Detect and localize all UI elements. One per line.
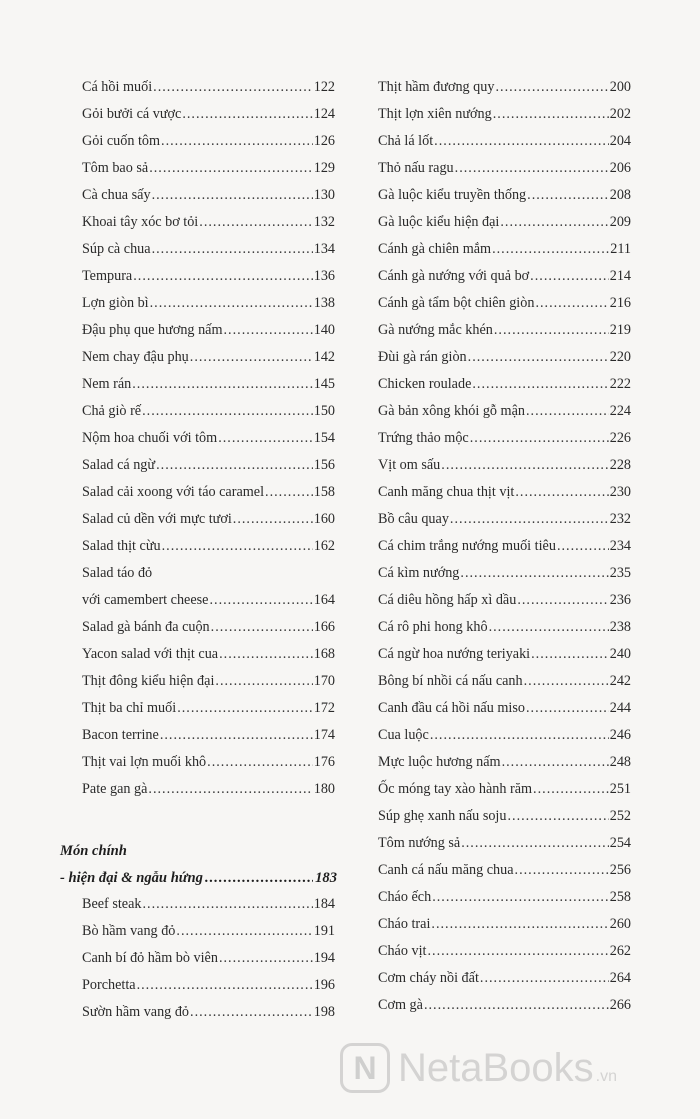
entry-title: Nem rán (82, 376, 132, 392)
toc-entry (82, 722, 335, 749)
entry-title: Gỏi cuốn tôm (82, 133, 161, 149)
leader-dots (224, 317, 313, 344)
leader-dots (142, 891, 312, 918)
leader-dots (500, 209, 608, 236)
entry-title-continued (82, 587, 335, 614)
leader-dots (495, 74, 608, 101)
toc-entry (378, 452, 631, 479)
leader-dots (137, 972, 313, 999)
entry-page-number: 138 (313, 295, 335, 311)
toc-entry (378, 938, 631, 965)
toc-entry (378, 506, 631, 533)
toc-entry (378, 263, 631, 290)
toc-entry (378, 101, 631, 128)
toc-entry (378, 668, 631, 695)
entry-page-number: 136 (313, 268, 335, 284)
brand-name: NetaBooks .vn (398, 1045, 618, 1090)
leader-dots (430, 722, 609, 749)
entry-page-number: 254 (609, 835, 631, 851)
entry-title: Ốc móng tay xào hành răm (378, 781, 533, 797)
entry-page-number: 206 (609, 160, 631, 176)
leader-dots (153, 74, 313, 101)
entry-page-number: 140 (313, 322, 335, 338)
entry-title: Cháo vịt (378, 943, 427, 959)
leader-dots (149, 155, 313, 182)
entry-page-number: 211 (610, 241, 631, 257)
toc-entry (378, 425, 631, 452)
toc-entry (82, 101, 335, 128)
leader-dots (472, 371, 608, 398)
leader-dots (177, 695, 313, 722)
entry-title: Beef steak (82, 896, 142, 912)
entry-title: Gỏi bưởi cá vược (82, 106, 182, 122)
entry-title: Chả giò rế (82, 403, 142, 419)
entry-page-number: 230 (609, 484, 631, 500)
toc-entry (378, 776, 631, 803)
leader-dots (156, 452, 313, 479)
toc-entry (378, 155, 631, 182)
entry-page-number: 164 (313, 592, 335, 608)
entry-page-number: 124 (313, 106, 335, 122)
entry-page-number: 248 (609, 754, 631, 770)
toc-left-column (82, 74, 335, 803)
entry-page-number: 142 (313, 349, 335, 365)
entry-title: Canh măng chua thịt vịt (378, 484, 515, 500)
toc-section-items (82, 891, 335, 1026)
toc-entry (378, 236, 631, 263)
entry-title: Cá kìm nướng (378, 565, 460, 581)
entry-page-number: 226 (609, 430, 631, 446)
section-subtitle-row (60, 865, 337, 892)
entry-title: Thịt hầm đương quy (378, 79, 495, 95)
entry-title: Khoai tây xóc bơ tỏi (82, 214, 199, 230)
leader-dots (461, 830, 609, 857)
leader-dots (218, 425, 313, 452)
entry-title: Tempura (82, 268, 133, 284)
entry-page-number: 158 (313, 484, 335, 500)
toc-entry (82, 749, 335, 776)
entry-title: Yacon salad với thịt cua (82, 646, 219, 662)
leader-dots (190, 344, 313, 371)
toc-entry (378, 371, 631, 398)
entry-page-number: 196 (313, 977, 335, 993)
toc-entry (378, 884, 631, 911)
toc-entry (378, 317, 631, 344)
toc-entry (82, 398, 335, 425)
leader-dots (450, 506, 609, 533)
entry-page-number: 240 (609, 646, 631, 662)
entry-title: Bông bí nhồi cá nấu canh (378, 673, 523, 689)
entry-title: Bồ câu quay (378, 511, 449, 527)
entry-title: Tôm nướng sả (378, 835, 461, 851)
entry-page-number: 232 (609, 511, 631, 527)
leader-dots (517, 587, 608, 614)
entry-title: Pate gan gà (82, 781, 148, 797)
toc-entry (82, 506, 335, 533)
leader-dots (468, 344, 609, 371)
entry-title: Cơm gà (378, 997, 423, 1013)
entry-page-number: 222 (609, 376, 631, 392)
toc-entry (82, 371, 335, 398)
toc-entry (378, 344, 631, 371)
toc-entry (378, 722, 631, 749)
toc-entry (378, 857, 631, 884)
toc-entry (82, 999, 335, 1026)
leader-dots (209, 587, 312, 614)
entry-page-number: 134 (313, 241, 335, 257)
entry-title: Salad củ dền với mực tươi (82, 511, 232, 527)
toc-entry (82, 236, 335, 263)
leader-dots (455, 155, 609, 182)
entry-title: Cua luộc (378, 727, 429, 743)
leader-dots (424, 992, 609, 1019)
entry-page-number: 129 (313, 160, 335, 176)
leader-dots (524, 668, 609, 695)
entry-page-number: 166 (313, 619, 335, 635)
entry-page-number: 168 (313, 646, 335, 662)
toc-entry (82, 155, 335, 182)
toc-entry (82, 425, 335, 452)
toc-entry (82, 533, 335, 560)
leader-dots (502, 749, 609, 776)
entry-title: Cháo trai (378, 916, 431, 932)
entry-page-number: 184 (313, 896, 335, 912)
leader-dots (480, 965, 609, 992)
leader-dots (530, 263, 609, 290)
leader-dots (531, 641, 609, 668)
leader-dots (527, 182, 609, 209)
entry-page-number: 219 (609, 322, 631, 338)
entry-title: Lợn giòn bì (82, 295, 149, 311)
toc-entry (378, 209, 631, 236)
toc-entry (378, 641, 631, 668)
entry-page-number: 209 (609, 214, 631, 230)
toc-entry (82, 668, 335, 695)
entry-title: Nộm hoa chuối với tôm (82, 430, 218, 446)
entry-title: Canh bí đỏ hầm bò viên (82, 950, 218, 966)
leader-dots (526, 398, 609, 425)
brand-logo-icon: N (340, 1043, 390, 1093)
leader-dots (515, 479, 608, 506)
entry-title-line2: với camembert cheese (82, 592, 209, 608)
leader-dots (199, 209, 312, 236)
toc-entry (378, 290, 631, 317)
leader-dots (432, 884, 609, 911)
leader-dots (148, 776, 312, 803)
leader-dots (427, 938, 608, 965)
entry-title: Thịt vai lợn muối khô (82, 754, 207, 770)
section-subtitle: - hiện đại & ngẫu hứng (60, 870, 203, 886)
watermark (340, 1038, 680, 1098)
leader-dots (434, 128, 609, 155)
entry-page-number: 208 (609, 187, 631, 203)
entry-title: Salad cải xoong với táo caramel (82, 484, 265, 500)
toc-entry (82, 918, 335, 945)
entry-title: Gà luộc kiểu truyền thống (378, 187, 527, 203)
entry-title: Mực luộc hương nấm (378, 754, 501, 770)
entry-title: Cá rô phi hong khô (378, 619, 488, 635)
entry-page-number: 260 (609, 916, 631, 932)
toc-entry (82, 290, 335, 317)
leader-dots (182, 101, 312, 128)
entry-page-number: 236 (609, 592, 631, 608)
leader-dots (441, 452, 608, 479)
entry-page-number: 176 (313, 754, 335, 770)
entry-page-number: 228 (609, 457, 631, 473)
entry-title: Thỏ nấu ragu (378, 160, 454, 176)
entry-title: Chicken roulade (378, 376, 472, 392)
entry-page-number: 258 (609, 889, 631, 905)
toc-entry (82, 695, 335, 722)
entry-title: Cánh gà nướng với quả bơ (378, 268, 530, 284)
toc-entry (378, 749, 631, 776)
entry-page-number: 170 (313, 673, 335, 689)
entry-title: Cháo ếch (378, 889, 432, 905)
leader-dots (152, 236, 313, 263)
entry-page-number: 122 (313, 79, 335, 95)
entry-page-number: 174 (313, 727, 335, 743)
section-page-number: 183 (315, 870, 337, 886)
entry-page-number: 235 (609, 565, 631, 581)
entry-page-number: 202 (609, 106, 631, 122)
entry-title: Thịt ba chỉ muối (82, 700, 177, 716)
toc-entry (82, 209, 335, 236)
entry-page-number: 156 (313, 457, 335, 473)
entry-title: Cà chua sấy (82, 187, 151, 203)
leader-dots (470, 425, 609, 452)
toc-entry (82, 452, 335, 479)
leader-dots (233, 506, 313, 533)
entry-page-number: 238 (609, 619, 631, 635)
toc-entry (378, 830, 631, 857)
leader-dots (211, 614, 313, 641)
entry-title: Đậu phụ que hương nấm (82, 322, 223, 338)
entry-page-number: 194 (313, 950, 335, 966)
entry-page-number: 224 (609, 403, 631, 419)
entry-title: Sườn hầm vang đỏ (82, 1004, 190, 1020)
leader-dots (215, 668, 312, 695)
entry-title: Thịt lợn xiên nướng (378, 106, 492, 122)
entry-title: Cá diêu hồng hấp xì dầu (378, 592, 517, 608)
entry-title: Tôm bao sả (82, 160, 149, 176)
toc-entry (378, 965, 631, 992)
leader-dots (526, 695, 609, 722)
leader-dots (431, 911, 608, 938)
entry-page-number: 126 (313, 133, 335, 149)
entry-title: Súp ghẹ xanh nấu soju (378, 808, 507, 824)
entry-page-number: 150 (313, 403, 335, 419)
entry-page-number: 198 (313, 1004, 335, 1020)
entry-title: Porchetta (82, 977, 136, 993)
toc-entry (378, 128, 631, 155)
toc-entry (378, 587, 631, 614)
leader-dots (494, 317, 609, 344)
entry-page-number: 145 (313, 376, 335, 392)
leader-dots (219, 641, 313, 668)
toc-entry (378, 74, 631, 101)
entry-page-number: 242 (609, 673, 631, 689)
toc-entry (82, 344, 335, 371)
entry-page-number: 162 (313, 538, 335, 554)
leader-dots (492, 236, 609, 263)
entry-page-number: 160 (313, 511, 335, 527)
leader-dots (460, 560, 608, 587)
entry-title: Cá ngừ hoa nướng teriyaki (378, 646, 531, 662)
section-title: Món chính (60, 843, 127, 859)
entry-page-number: 266 (609, 997, 631, 1013)
leader-dots (493, 101, 609, 128)
leader-dots (557, 533, 609, 560)
entry-page-number: 256 (609, 862, 631, 878)
leader-dots (265, 479, 313, 506)
entry-title: Bacon terrine (82, 727, 159, 743)
toc-entry (82, 317, 335, 344)
toc-entry (82, 479, 335, 506)
toc-entry (378, 803, 631, 830)
toc-entry (82, 945, 335, 972)
leader-dots (205, 865, 313, 892)
entry-title: Gà bản xông khói gỗ mận (378, 403, 525, 419)
entry-title: Gà nướng mắc khén (378, 322, 493, 338)
entry-page-number: 262 (609, 943, 631, 959)
entry-page-number: 172 (313, 700, 335, 716)
leader-dots (533, 776, 609, 803)
entry-title: Cá chim trắng nướng muối tiêu (378, 538, 556, 554)
toc-entry (82, 263, 335, 290)
toc-entry (378, 182, 631, 209)
toc-entry (378, 533, 631, 560)
entry-title: Chả lá lốt (378, 133, 434, 149)
leader-dots (132, 371, 312, 398)
entry-page-number: 180 (313, 781, 335, 797)
entry-page-number: 200 (609, 79, 631, 95)
entry-page-number: 252 (609, 808, 631, 824)
entry-page-number: 132 (313, 214, 335, 230)
toc-entry (378, 911, 631, 938)
entry-title: Salad táo đỏ (82, 565, 153, 581)
leader-dots (142, 398, 313, 425)
leader-dots (219, 945, 313, 972)
entry-title: Cá hồi muối (82, 79, 153, 95)
entry-title: Canh cá nấu măng chua (378, 862, 514, 878)
toc-entry (82, 182, 335, 209)
toc-entry (82, 74, 335, 101)
toc-entry (378, 398, 631, 425)
entry-title: Nem chay đậu phụ (82, 349, 189, 365)
leader-dots (515, 857, 609, 884)
entry-title: Trứng thảo mộc (378, 430, 469, 446)
toc-entry (82, 560, 335, 614)
entry-title: Cánh gà chiên mắm (378, 241, 492, 257)
leader-dots (535, 290, 608, 317)
entry-page-number: 246 (609, 727, 631, 743)
toc-right-column (378, 74, 631, 1019)
entry-title: Canh đầu cá hồi nấu miso (378, 700, 525, 716)
entry-page-number: 130 (313, 187, 335, 203)
leader-dots (162, 533, 313, 560)
toc-entry (378, 992, 631, 1019)
toc-entry (82, 776, 335, 803)
entry-page-number: 154 (313, 430, 335, 446)
leader-dots (150, 290, 313, 317)
entry-title: Salad gà bánh đa cuộn (82, 619, 210, 635)
toc-entry (378, 695, 631, 722)
leader-dots (161, 128, 313, 155)
entry-title: Cơm cháy nồi đất (378, 970, 479, 986)
entry-title: Đùi gà rán giòn (378, 349, 467, 365)
toc-entry (82, 972, 335, 999)
entry-title: Salad thịt cừu (82, 538, 161, 554)
toc-entry (378, 479, 631, 506)
entry-page-number: 214 (609, 268, 631, 284)
leader-dots (160, 722, 313, 749)
leader-dots (133, 263, 313, 290)
entry-page-number: 244 (609, 700, 631, 716)
entry-page-number: 220 (609, 349, 631, 365)
entry-page-number: 204 (609, 133, 631, 149)
entry-page-number: 216 (609, 295, 631, 311)
entry-page-number: 251 (609, 781, 631, 797)
entry-title: Cánh gà tẩm bột chiên giòn (378, 295, 535, 311)
entry-title: Bò hầm vang đỏ (82, 923, 176, 939)
entry-page-number: 234 (609, 538, 631, 554)
leader-dots (152, 182, 313, 209)
entry-page-number: 264 (609, 970, 631, 986)
toc-entry (82, 641, 335, 668)
toc-entry (82, 891, 335, 918)
leader-dots (176, 918, 312, 945)
entry-title: Thịt đông kiểu hiện đại (82, 673, 215, 689)
leader-dots (190, 999, 313, 1026)
toc-entry (378, 614, 631, 641)
section-heading (60, 838, 337, 892)
entry-title: Gà luộc kiểu hiện đại (378, 214, 500, 230)
toc-entry (378, 560, 631, 587)
leader-dots (507, 803, 608, 830)
entry-title: Salad cá ngừ (82, 457, 156, 473)
leader-dots (207, 749, 313, 776)
entry-title: Súp cà chua (82, 241, 151, 257)
entry-title: Vịt om sấu (378, 457, 441, 473)
toc-entry (82, 614, 335, 641)
toc-entry (82, 128, 335, 155)
entry-page-number: 191 (313, 923, 335, 939)
leader-dots (489, 614, 609, 641)
